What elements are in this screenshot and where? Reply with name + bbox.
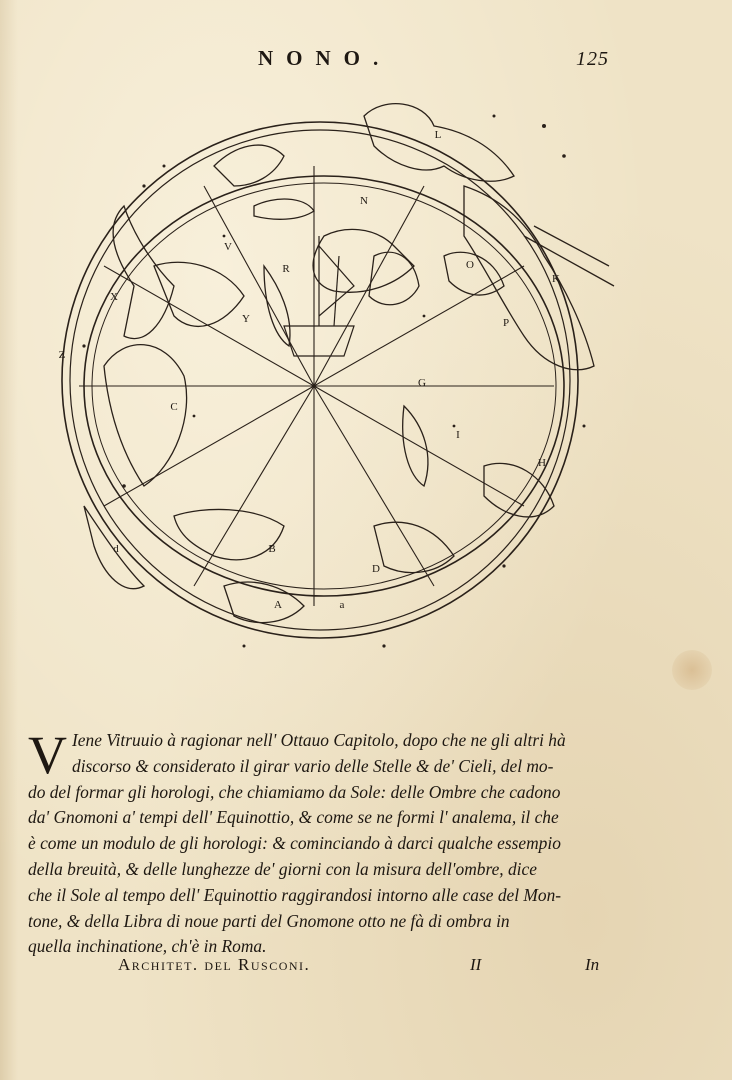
running-head: NONO. — [258, 46, 392, 70]
text-line: che il Sole al tempo dell' Equinottio raggirandosi intorno alle case del Mon- — [28, 884, 562, 905]
figure-label: X — [110, 291, 118, 303]
drop-cap: V — [28, 725, 67, 785]
figure-label: Z — [58, 349, 66, 361]
figure-label: B — [268, 543, 276, 555]
figure-label: a — [339, 599, 345, 611]
page-footer — [118, 955, 618, 979]
figure-label: O — [466, 259, 474, 271]
text-line: Iene Vitruuio à ragionar nell' Ottauo Capitolo, dopo che ne gli altri hà — [72, 730, 566, 750]
book-running-title: Architet. del Rusconi. — [118, 955, 311, 974]
figure-label: N — [360, 195, 368, 207]
figure-label: d — [113, 543, 119, 555]
text-line: discorso & considerato il girar vario delle Stelle & de' Cieli, del mo- — [72, 755, 554, 776]
figure-label: K — [552, 273, 560, 285]
figure-label: R — [282, 263, 290, 275]
figure-label: D — [372, 563, 380, 575]
body-text — [28, 725, 638, 960]
paper-stain — [672, 650, 712, 690]
figure-label: H — [538, 457, 546, 469]
text-line: do del formar gli horologi, che chiamiamo da Sole: delle Ombre che cadono — [28, 781, 561, 802]
text-line: quella inchinatione, ch'è in Roma. — [28, 936, 267, 957]
signature-mark: II — [470, 955, 482, 974]
figure-label: I — [456, 429, 460, 441]
page-number: 125 — [576, 48, 609, 70]
figure-label: C — [170, 401, 178, 413]
catchword: In — [585, 955, 600, 974]
text-line: da' Gnomoni a' tempi dell' Equinottio, & come se ne formi l' analema, il che — [28, 807, 559, 828]
figure-label: G — [418, 377, 426, 389]
figure-label: V — [224, 241, 232, 253]
text-line: è come un modulo de gli horologi: & cominciando à darci qualche essempio — [28, 833, 561, 854]
figure-label: L — [434, 129, 442, 141]
text-line: tone, & della Libra di noue parti del Gnomone otto ne fà di ombra in — [28, 910, 510, 931]
figure-label: P — [502, 317, 510, 329]
figure-label: Y — [242, 313, 250, 325]
celestial-map-illustration — [24, 86, 632, 692]
text-line: della breuità, & delle lunghezze de' giorni con la misura dell'ombre, dice — [28, 858, 537, 879]
celestial-map-figure — [24, 86, 632, 692]
figure-label: A — [274, 599, 282, 611]
